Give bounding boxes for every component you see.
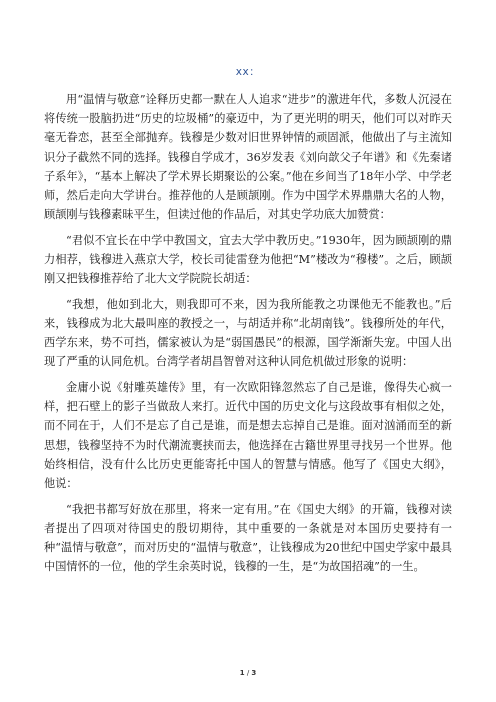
paragraph-2: “君似不宜长在中学中教国文，宜去大学中教历史。”1930年，因为顾颉刚的鼎力相荐，钱穆进入燕京大学，校长司徒雷登为他把“M”楼改为“穆楼”。之后，顾颉刚又把钱穆推荐给了北大文学院院长胡适： bbox=[44, 233, 452, 286]
page-total: 3 bbox=[251, 669, 257, 677]
paragraph-1: 用“温情与敬意”诠释历史都一默在人人追求“进步”的激进年代，多数人沉浸在将传统一股脑扔进“历史的垃圾桶”的豪迈中，为了更光明的明天，他们可以对昨天毫无眷恋，甚至全部抛弃。钱穆是少数对旧世界钟情的顽固派，他做出了与主流知识分子截然不同的选择。钱穆自学成才，36岁发表《刘向歆父子年谱》和《先秦诸子系年》，“基本上解决了学术界长期聚讼的公案。”他在乡间当了18年小学、中学老师，然后走向大学讲台。推荐他的人是顾颉刚。作为中国学术界鼎鼎大名的人物，顾颉刚与钱穆素昧平生，但读过他的作品后，对其史学功底大加赞赏： bbox=[44, 93, 452, 222]
document-title: xx： bbox=[235, 66, 261, 78]
paragraph-3: “我想，他如到北大，则我即可不来，因为我所能教之功课他无不能教也。”后来，钱穆成为北大最叫座的教授之一，与胡适并称“北胡南钱”。钱穆所处的年代，西学东来，势不可挡，儒家被认为是“弱国愚民”的根源，国学渐渐失宠。中国人出现了严重的认同危机。台湾学者胡昌智曾对这种认同危机做过形象的说明： bbox=[44, 297, 452, 369]
page-number bbox=[0, 669, 496, 677]
paragraph-4: 金庸小说《射雕英雄传》里，有一次欧阳锋忽然忘了自己是谁，像得失心疯一样，把石壁上的影子当做敌人来打。近代中国的历史文化与这段故事有相似之处，而不同在于，人们不是忘了自己是谁，而是想去忘掉自己是谁。面对汹涌而至的新思想，钱穆坚持不为时代潮流裹挟而去，他选择在古籍世界里寻找另一个世界。他始终相信，没有什么比历史更能寄托中国人的智慧与情感。他写了《国史大纲》，他说： bbox=[44, 381, 452, 491]
page-separator: / bbox=[244, 669, 252, 677]
document-body bbox=[44, 90, 452, 583]
paragraph-5: “我把书都写好放在那里，将来一定有用。”在《国史大纲》的开篇，钱穆对读者提出了四项对待国史的殷切期待，其中重要的一条就是对本国历史要持有一种“温情与敬意”，而对历史的“温情与敬意”，让钱穆成为20世纪中国史学家中最具中国情怀的一位，他的学生余英时说，钱穆的一生，是“为故国招魂”的一生。 bbox=[44, 502, 452, 574]
page-current: 1 bbox=[239, 669, 245, 677]
